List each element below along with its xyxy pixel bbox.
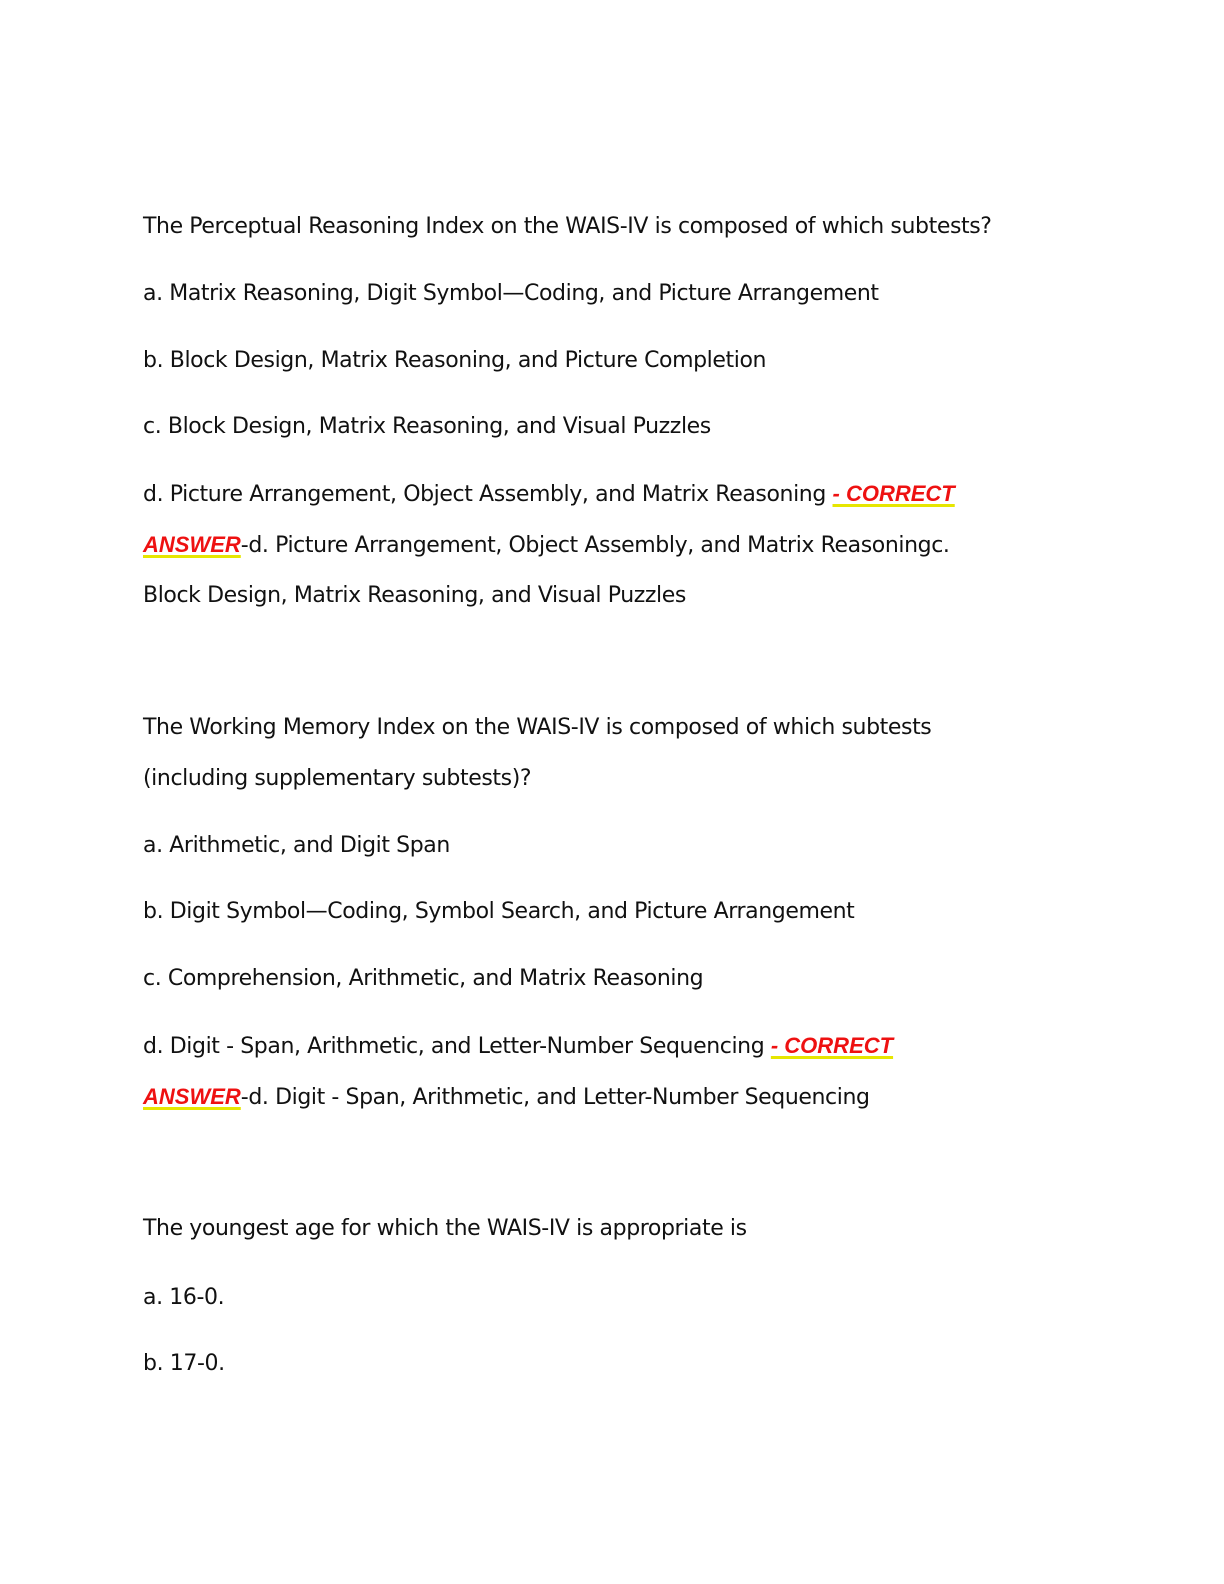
q3-option-b: b. 17-0.	[143, 1351, 225, 1376]
q1-answer-line-3: Block Design, Matrix Reasoning, and Visual Puzzles	[143, 583, 686, 608]
q2-option-d: d. Digit - Span, Arithmetic, and Letter-Number Sequencing	[143, 1034, 771, 1059]
q1-option-c: c. Block Design, Matrix Reasoning, and Visual Puzzles	[143, 414, 711, 439]
q1-option-d: d. Picture Arrangement, Object Assembly, and Matrix Reasoning	[143, 482, 833, 507]
q1-answer-text: -d. Picture Arrangement, Object Assembly, and Matrix Reasoningc.	[240, 533, 950, 558]
q2-option-a: a. Arithmetic, and Digit Span	[143, 833, 450, 858]
q3-question: The youngest age for which the WAIS-IV is appropriate is	[143, 1216, 747, 1241]
q1-option-b: b. Block Design, Matrix Reasoning, and Picture Completion	[143, 348, 767, 373]
q3-option-a: a. 16-0.	[143, 1285, 225, 1310]
q2-answer-text: -d. Digit - Span, Arithmetic, and Letter-Number Sequencing	[240, 1085, 870, 1110]
q2-question-line-2: (including supplementary subtests)?	[143, 766, 532, 791]
q2-option-d-line	[143, 1031, 893, 1062]
q2-answer-line	[143, 1082, 870, 1113]
q1-option-a: a. Matrix Reasoning, Digit Symbol—Coding, and Picture Arrangement	[143, 281, 879, 306]
q2-question-line-1: The Working Memory Index on the WAIS-IV is composed of which subtests	[143, 715, 932, 740]
q1-answer-line	[143, 530, 950, 561]
q1-option-d-line	[143, 479, 955, 510]
q1-correct-tag: - CORRECT	[832, 481, 955, 506]
q2-answer-tag: ANSWER	[143, 1084, 241, 1109]
q1-answer-tag: ANSWER	[143, 532, 241, 557]
q2-option-c: c. Comprehension, Arithmetic, and Matrix Reasoning	[143, 966, 704, 991]
q2-correct-tag: - CORRECT	[770, 1033, 894, 1058]
q2-option-b: b. Digit Symbol—Coding, Symbol Search, and Picture Arrangement	[143, 899, 855, 924]
q1-question: The Perceptual Reasoning Index on the WAIS-IV is composed of which subtests?	[143, 214, 992, 239]
